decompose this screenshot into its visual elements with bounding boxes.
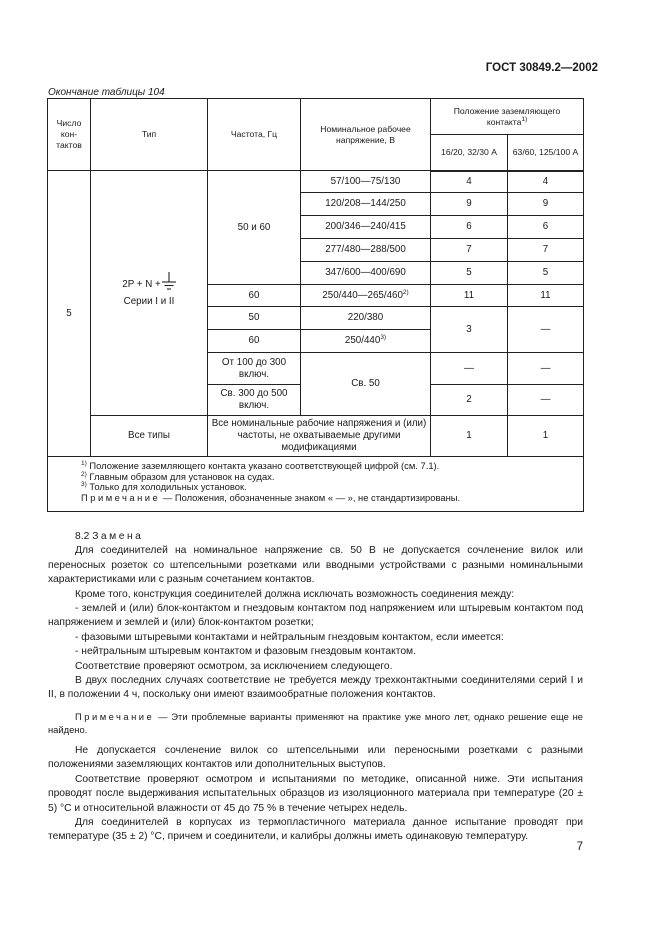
voltage-row-1: 57/100—75/130 <box>301 171 431 193</box>
freq-60-ship: 60 <box>208 285 301 307</box>
header-type: Тип <box>91 99 208 171</box>
type-all: Все типы <box>91 416 208 457</box>
header-position-small: 16/20, 32/30 А <box>431 135 508 171</box>
header-position: Положение заземляющего контакта$^{1)}$ <box>431 99 584 135</box>
pos1-row-4: 7 <box>431 239 508 262</box>
pos2-row-1: 4 <box>508 171 584 193</box>
paragraph-4: - фазовыми штыревыми контактами и нейтральным гнездовым контактом, если имеется: <box>75 631 504 643</box>
pos1-row-3: 6 <box>431 216 508 239</box>
freq-100-300: От 100 до 300 включ. <box>208 353 301 385</box>
freq-300-500: Св. 300 до 500 включ. <box>208 385 301 416</box>
paragraph-6: Соответствие проверяют осмотром, за исключением следующего. <box>75 660 393 672</box>
pos2-all: 1 <box>508 416 584 457</box>
type-series: Серии I и II <box>123 295 175 307</box>
header-frequency: Частота, Гц <box>208 99 301 171</box>
pos1-row-5: 5 <box>431 262 508 285</box>
pos2-row-3: 6 <box>508 216 584 239</box>
pos1-hf1: — <box>431 353 508 385</box>
voltage-row-5: 347/600—400/690 <box>301 262 431 285</box>
pos2-row-5: 5 <box>508 262 584 285</box>
footnote-2: $^{2)}$ Главным образом для установок на судах. <box>81 470 275 482</box>
voltage-fridge: 250/440$^{3)}$ <box>301 330 431 353</box>
standard-number: ГОСТ 30849.2—2002 <box>485 62 598 74</box>
freq-50-60: 50 и 60 <box>208 171 301 285</box>
header-position-large: 63/60, 125/100 А <box>508 135 584 171</box>
voltage-row-3: 200/346—240/415 <box>301 216 431 239</box>
header-pins: Число кон-тактов <box>48 99 91 171</box>
header-voltage: Номинальное рабочее напряжение, В <box>301 99 431 171</box>
voltage-ship: 250/440—265/460$^{2)}$ <box>301 285 431 307</box>
paragraph-1: Для соединителей на номинальное напряжение св. 50 В не допускается сочленение вилок или переносных розеток со штепсельными розетками или вводными устройствами с разными номинальными характеристиками или с разным сочетанием контактов. <box>48 545 583 586</box>
pos2-hf2: — <box>508 385 584 416</box>
paragraph-10: Для соединителей в корпусах из термопластичного материала данное испытание проводят при температуре (35 ± 2) °C, причем и соединители, и калибры должны иметь одинаковую температуру. <box>48 816 583 843</box>
footnote-1: $^{1)}$ Положение заземляющего контакта указано соответствующей цифрой (см. 7.1). <box>81 460 440 471</box>
table-footnotes <box>48 457 584 512</box>
pos1-row-1: 4 <box>431 171 508 193</box>
pos1-hf2: 2 <box>431 385 508 416</box>
section-8-2 <box>48 530 583 845</box>
contacts-table <box>47 98 584 512</box>
pos2-row-4: 7 <box>508 239 584 262</box>
paragraph-7: В двух последних случаях соответствие не требуется между трехконтактными соединителями серий I и II, в положении 4 ч, поскольку они имеют взаимообратные положения контактов. <box>48 675 583 701</box>
page-number: 7 <box>576 841 583 853</box>
table-note: Примечание — Положения, обозначенные знаком « — », не стандартизированы. <box>81 491 461 503</box>
pos1-all: 1 <box>431 416 508 457</box>
pos1-row-2: 9 <box>431 193 508 216</box>
body-note: Примечание — Эти проблемные варианты применяют на практике уже много лет, однако решение еще не найдено. <box>48 710 583 736</box>
type-cell <box>91 171 208 416</box>
pos2-row-2: 9 <box>508 193 584 216</box>
pos2-ship: 11 <box>508 285 584 307</box>
voltage-row-4: 277/480—288/500 <box>301 239 431 262</box>
pos2-merged-dash: — <box>508 307 584 353</box>
paragraph-5: - нейтральным штыревым контактом и фазовым гнездовым контактом. <box>75 646 416 658</box>
voltage-row-2: 120/208—144/250 <box>301 193 431 216</box>
pos2-hf1: — <box>508 353 584 385</box>
pos1-ship: 11 <box>431 285 508 307</box>
freq-50-single: 50 <box>208 307 301 330</box>
type-formula: 2P + N + <box>122 279 176 292</box>
section-heading: 8.2 Замена <box>75 531 144 542</box>
footnote-3: $^{3)}$ Только для холодильных установок. <box>81 481 247 492</box>
pins-count: 5 <box>48 171 91 457</box>
freq-60-fridge: 60 <box>208 330 301 353</box>
paragraph-3: - землей и (или) блок-контактом и гнездовым контактом под напряжением или штыревым контактом под напряжением и землей и (или) блок-контактом розетки; <box>48 603 583 629</box>
pos1-merged-3: 3 <box>431 307 508 353</box>
voltage-over-50: Св. 50 <box>301 353 431 416</box>
table-caption: Окончание таблицы 104 <box>48 87 165 98</box>
all-description: Все номинальные рабочие напряжения и (или) частоты, не охватываемые другими модификациями <box>208 416 431 457</box>
paragraph-9: Соответствие проверяют осмотром и испытаниями по методике, описанной ниже. Эти испытания проводят после выдерживания испытательных образцов из изоляционного материала при температуре (20 ± 5) °C и относительной влажности от 45 до 75 % в течение четырех недель. <box>48 773 583 814</box>
paragraph-2: Кроме того, конструкция соединителей должна исключать возможность соединения между: <box>75 588 515 600</box>
ground-symbol-icon <box>162 272 176 292</box>
paragraph-8: Не допускается сочленение вилок со штепсельными или переносными розетками с разными положениями заземляющих контактов или дополнительных выступов. <box>48 744 583 771</box>
voltage-220-380: 220/380 <box>301 307 431 330</box>
